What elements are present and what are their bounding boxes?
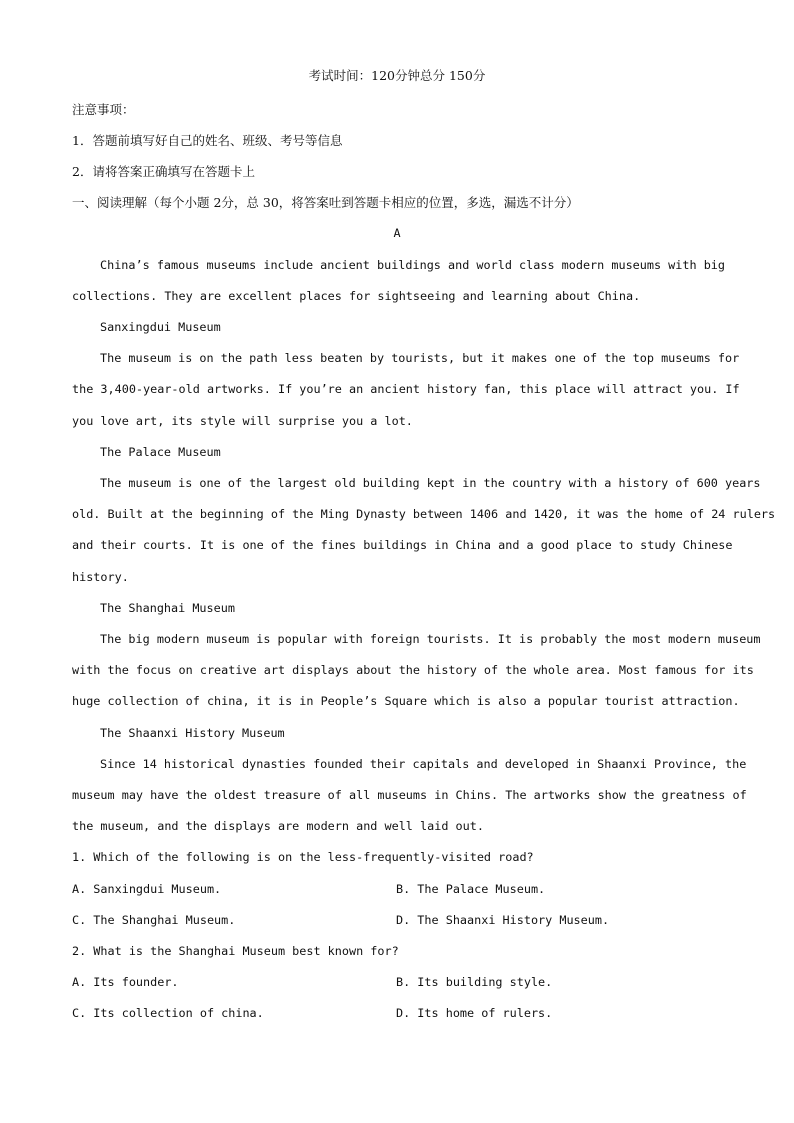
- question-2-option-c: C. Its collection of china.: [72, 1006, 264, 1020]
- question-1-stem: 1. Which of the following is on the less-frequently-visited road?: [72, 850, 534, 864]
- paragraph-line: the museum, and the displays are modern and well laid out.: [72, 819, 484, 833]
- paragraph-line: huge collection of china, it is in People’s Square which is also a popular tourist attraction.: [72, 694, 740, 708]
- paragraph-line: you love art, its style will surprise you a lot.: [72, 414, 413, 428]
- note-2: 2．请将答案正确填写在答题卡上: [72, 164, 255, 179]
- passage-intro-line-2: collections. They are excellent places for sightseeing and learning about China.: [72, 289, 641, 303]
- question-2-option-a: A. Its founder.: [72, 975, 179, 989]
- question-1-option-c: C. The Shanghai Museum.: [72, 913, 236, 927]
- paragraph-line: The big modern museum is popular with foreign tourists. It is probably the most modern museum: [100, 632, 761, 646]
- exam-info: 考试时间：120分钟总分 150分: [308, 68, 486, 83]
- section-title: 一、阅读理解（每个小题 2分，总 30，将答案吐到答题卡相应的位置，多选，漏选不计分）: [72, 195, 579, 210]
- paragraph-line: The museum is on the path less beaten by tourists, but it makes one of the top museums for: [100, 351, 740, 365]
- question-1-option-a: A. Sanxingdui Museum.: [72, 882, 222, 896]
- paragraph-line: and their courts. It is one of the fines buildings in China and a good place to study Chinese: [72, 538, 733, 552]
- question-2-stem: 2. What is the Shanghai Museum best known for?: [72, 944, 399, 958]
- paragraph-line: The museum is one of the largest old building kept in the country with a history of 600 years: [100, 476, 761, 490]
- paragraph-line: with the focus on creative art displays about the history of the whole area. Most famous for its: [72, 663, 754, 677]
- question-1-option-d: D. The Shaanxi History Museum.: [396, 913, 610, 927]
- museum-heading-shaanxi: The Shaanxi History Museum: [100, 726, 285, 740]
- paragraph-line: history.: [72, 570, 129, 584]
- paragraph-line: the 3,400-year-old artworks. If you’re an ancient history fan, this place will attract you. If: [72, 382, 740, 396]
- museum-heading-shanghai: The Shanghai Museum: [100, 601, 235, 615]
- paragraph-line: museum may have the oldest treasure of all museums in Chins. The artworks show the greatness of: [72, 788, 747, 802]
- museum-heading-palace: The Palace Museum: [100, 445, 221, 459]
- notes-title: 注意事项：: [72, 102, 135, 117]
- paragraph-line: Since 14 historical dynasties founded their capitals and developed in Shaanxi Province, the: [100, 757, 747, 771]
- paragraph-line: old. Built at the beginning of the Ming Dynasty between 1406 and 1420, it was the home of 24 rulers: [72, 507, 776, 521]
- question-2-option-d: D. Its home of rulers.: [396, 1006, 553, 1020]
- museum-heading-sanxingdui: Sanxingdui Museum: [100, 320, 221, 334]
- note-1: 1．答题前填写好自己的姓名、班级、考号等信息: [72, 133, 343, 148]
- question-2-option-b: B. Its building style.: [396, 975, 553, 989]
- passage-intro-line-1: China’s famous museums include ancient buildings and world class modern museums with big: [100, 258, 726, 272]
- question-1-option-b: B. The Palace Museum.: [396, 882, 546, 896]
- part-label: A: [393, 226, 401, 240]
